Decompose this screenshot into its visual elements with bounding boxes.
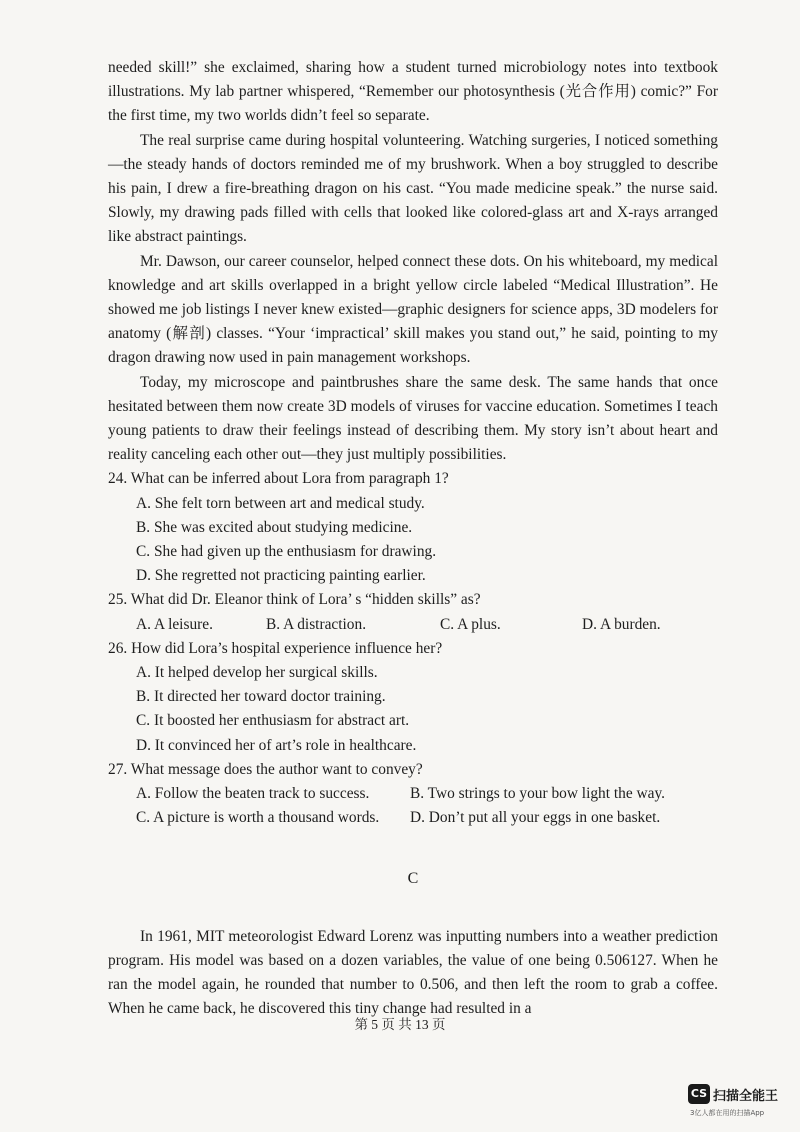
option-c: C. She had given up the enthusiasm for drawing. [136,543,437,561]
options-row [136,806,718,830]
question-24 [108,467,718,588]
option-b: B. It directed her toward doctor training. [136,688,386,706]
page-content [108,56,718,1021]
options-row [136,782,718,806]
passage-paragraph: Today, my microscope and paintbrushes share the same desk. The same hands that once hesitated between them now create 3D models of viruses for vaccine education. Sometimes I teach young patients to draw their feelings instead of describing them. My story isn’t about heart and reality canceling each other out—they just multiply possibilities. [108,373,718,464]
question-stem: 27. What message does the author want to convey? [108,760,423,778]
options-row [136,613,718,637]
passage-paragraph: In 1961, MIT meteorologist Edward Lorenz was inputting numbers into a weather prediction program. His model was based on a dozen variables, the value of one being 0.506127. When he ran the model again, he rounded that number to 0.506, and then left the room to grab a coffee. When he came back, he discovered this tiny change had resulted in a [108,927,718,1018]
option-d: D. It convinced her of art’s role in healthcare. [136,736,417,754]
option-a: A. She felt torn between art and medical study. [136,494,425,512]
option-a: A. A leisure. [136,615,213,633]
camscanner-logo-icon: CS [688,1084,710,1104]
option-a: A. It helped develop her surgical skills. [136,664,378,682]
scanner-brand: 扫描全能王 [713,1089,779,1104]
question-stem: 25. What did Dr. Eleanor think of Lora’ s “hidden skills” as? [108,591,481,609]
option-d: D. A burden. [582,615,661,633]
question-26 [108,637,718,758]
question-27 [108,758,718,831]
page-footer: 第 5 页 共 13 页 [354,1017,446,1032]
option-b: B. Two strings to your bow light the way. [410,785,665,803]
option-d: D. Don’t put all your eggs in one basket. [410,809,661,827]
option-c: C. It boosted her enthusiasm for abstract art. [136,712,410,730]
passage-paragraph: Mr. Dawson, our career counselor, helped connect these dots. On his whiteboard, my medical knowledge and art skills overlapped in a bright yellow circle labeled “Medical Illustration”. He showed me job listings I never knew existed—graphic designers for science apps, 3D modelers for anatomy (解剖) classes. “Your ‘impractical’ skill makes you stand out,” he said, pointing to my dragon drawing now used in pain management workshops. [108,252,718,367]
option-c: C. A plus. [440,615,501,633]
question-25 [108,588,718,636]
option-a: A. Follow the beaten track to success. [136,785,370,803]
option-d: D. She regretted not practicing painting earlier. [136,567,426,585]
question-stem: 24. What can be inferred about Lora from paragraph 1? [108,470,449,488]
scanner-watermark [688,1084,793,1124]
scanner-tagline: 3亿人都在用的扫描App [690,1109,765,1117]
option-b: B. She was excited about studying medicine. [136,518,413,536]
question-stem: 26. How did Lora’s hospital experience influence her? [108,639,443,657]
option-c: C. A picture is worth a thousand words. [136,809,380,827]
passage-paragraph: needed skill!” she exclaimed, sharing how a student turned microbiology notes into textbook illustrations. My lab partner whispered, “Remember our photosynthesis (光合作用) comic?” For the first time, my two worlds didn’t feel so separate. [108,59,718,125]
option-b: B. A distraction. [266,615,367,633]
section-heading: C [407,869,419,887]
passage-paragraph: The real surprise came during hospital volunteering. Watching surgeries, I noticed something—the steady hands of doctors reminded me of my brushwork. When a boy struggled to describe his pain, I drew a fire-breathing dragon on his cast. “You made medicine speak.” the nurse said. Slowly, my drawing pads filled with cells that looked like colored-glass art and X-rays arranged like abstract paintings. [108,131,718,246]
